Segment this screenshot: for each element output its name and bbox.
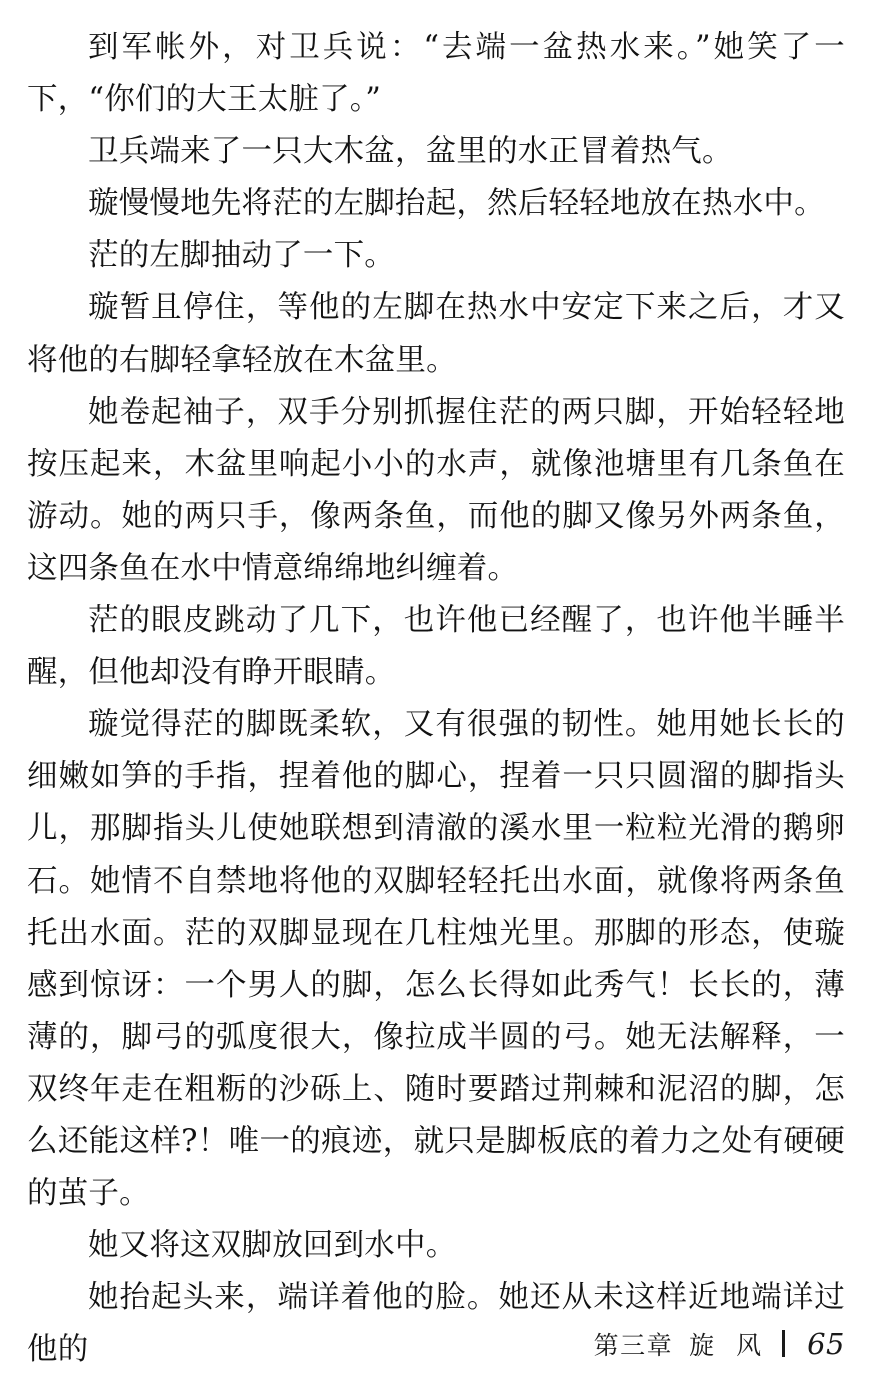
paragraph: 她抬起头来，端详着他的脸。她还从未这样近地端详过他的 [27, 1280, 845, 1368]
footer-separator-icon [782, 1330, 785, 1357]
paragraph: 到军帐外，对卫兵说：“去端一盆热水来。”她笑了一下，“你们的大王太脏了。” [27, 30, 845, 118]
paragraph: 璇慢慢地先将茫的左脚抬起，然后轻轻地放在热水中。 [88, 186, 825, 222]
page-body-text [27, 22, 845, 1376]
footer-chapter-number: 第三章 [593, 1331, 674, 1360]
paragraph: 璇暂且停住，等他的左脚在热水中安定下来之后，才又将他的右脚轻拿轻放在木盆里。 [27, 290, 845, 378]
paragraph: 茫的眼皮跳动了几下，也许他已经醒了，也许他半睡半醒，但他却没有睁开眼睛。 [27, 603, 845, 691]
paragraph: 她卷起袖子，双手分别抓握住茫的两只脚，开始轻轻地按压起来，木盆里响起小小的水声，就像池塘里有几条鱼在游动。她的两只手，像两条鱼，而他的脚又像另外两条鱼，这四条鱼在水中情意绵绵地纠缠着。 [27, 394, 845, 586]
paragraph: 茫的左脚抽动了一下。 [88, 238, 395, 274]
page-footer [0, 1326, 845, 1362]
footer-chapter-title: 旋 风 [689, 1331, 769, 1360]
page-number: 65 [807, 1327, 845, 1361]
paragraph: 璇觉得茫的脚既柔软，又有很强的韧性。她用她长长的细嫩如笋的手指，捏着他的脚心，捏着一只只圆溜的脚指头儿，那脚指头儿使她联想到清澈的溪水里一粒粒光滑的鹅卵石。她情不自禁地将他的双脚轻轻托出水面，就像将两条鱼托出水面。茫的双脚显现在几柱烛光里。那脚的形态，使璇感到惊讶：一个男人的脚，怎么长得如此秀气！长长的，薄薄的，脚弓的弧度很大，像拉成半圆的弓。她无法解释，一双终年走在粗粝的沙砾上、随时要踏过荆棘和泥沼的脚，怎么还能这样?！唯一的痕迹，就只是脚板底的着力之处有硬硬的茧子。 [27, 707, 845, 1212]
paragraph: 卫兵端来了一只大木盆，盆里的水正冒着热气。 [88, 134, 733, 170]
paragraph: 她又将这双脚放回到水中。 [88, 1228, 457, 1264]
